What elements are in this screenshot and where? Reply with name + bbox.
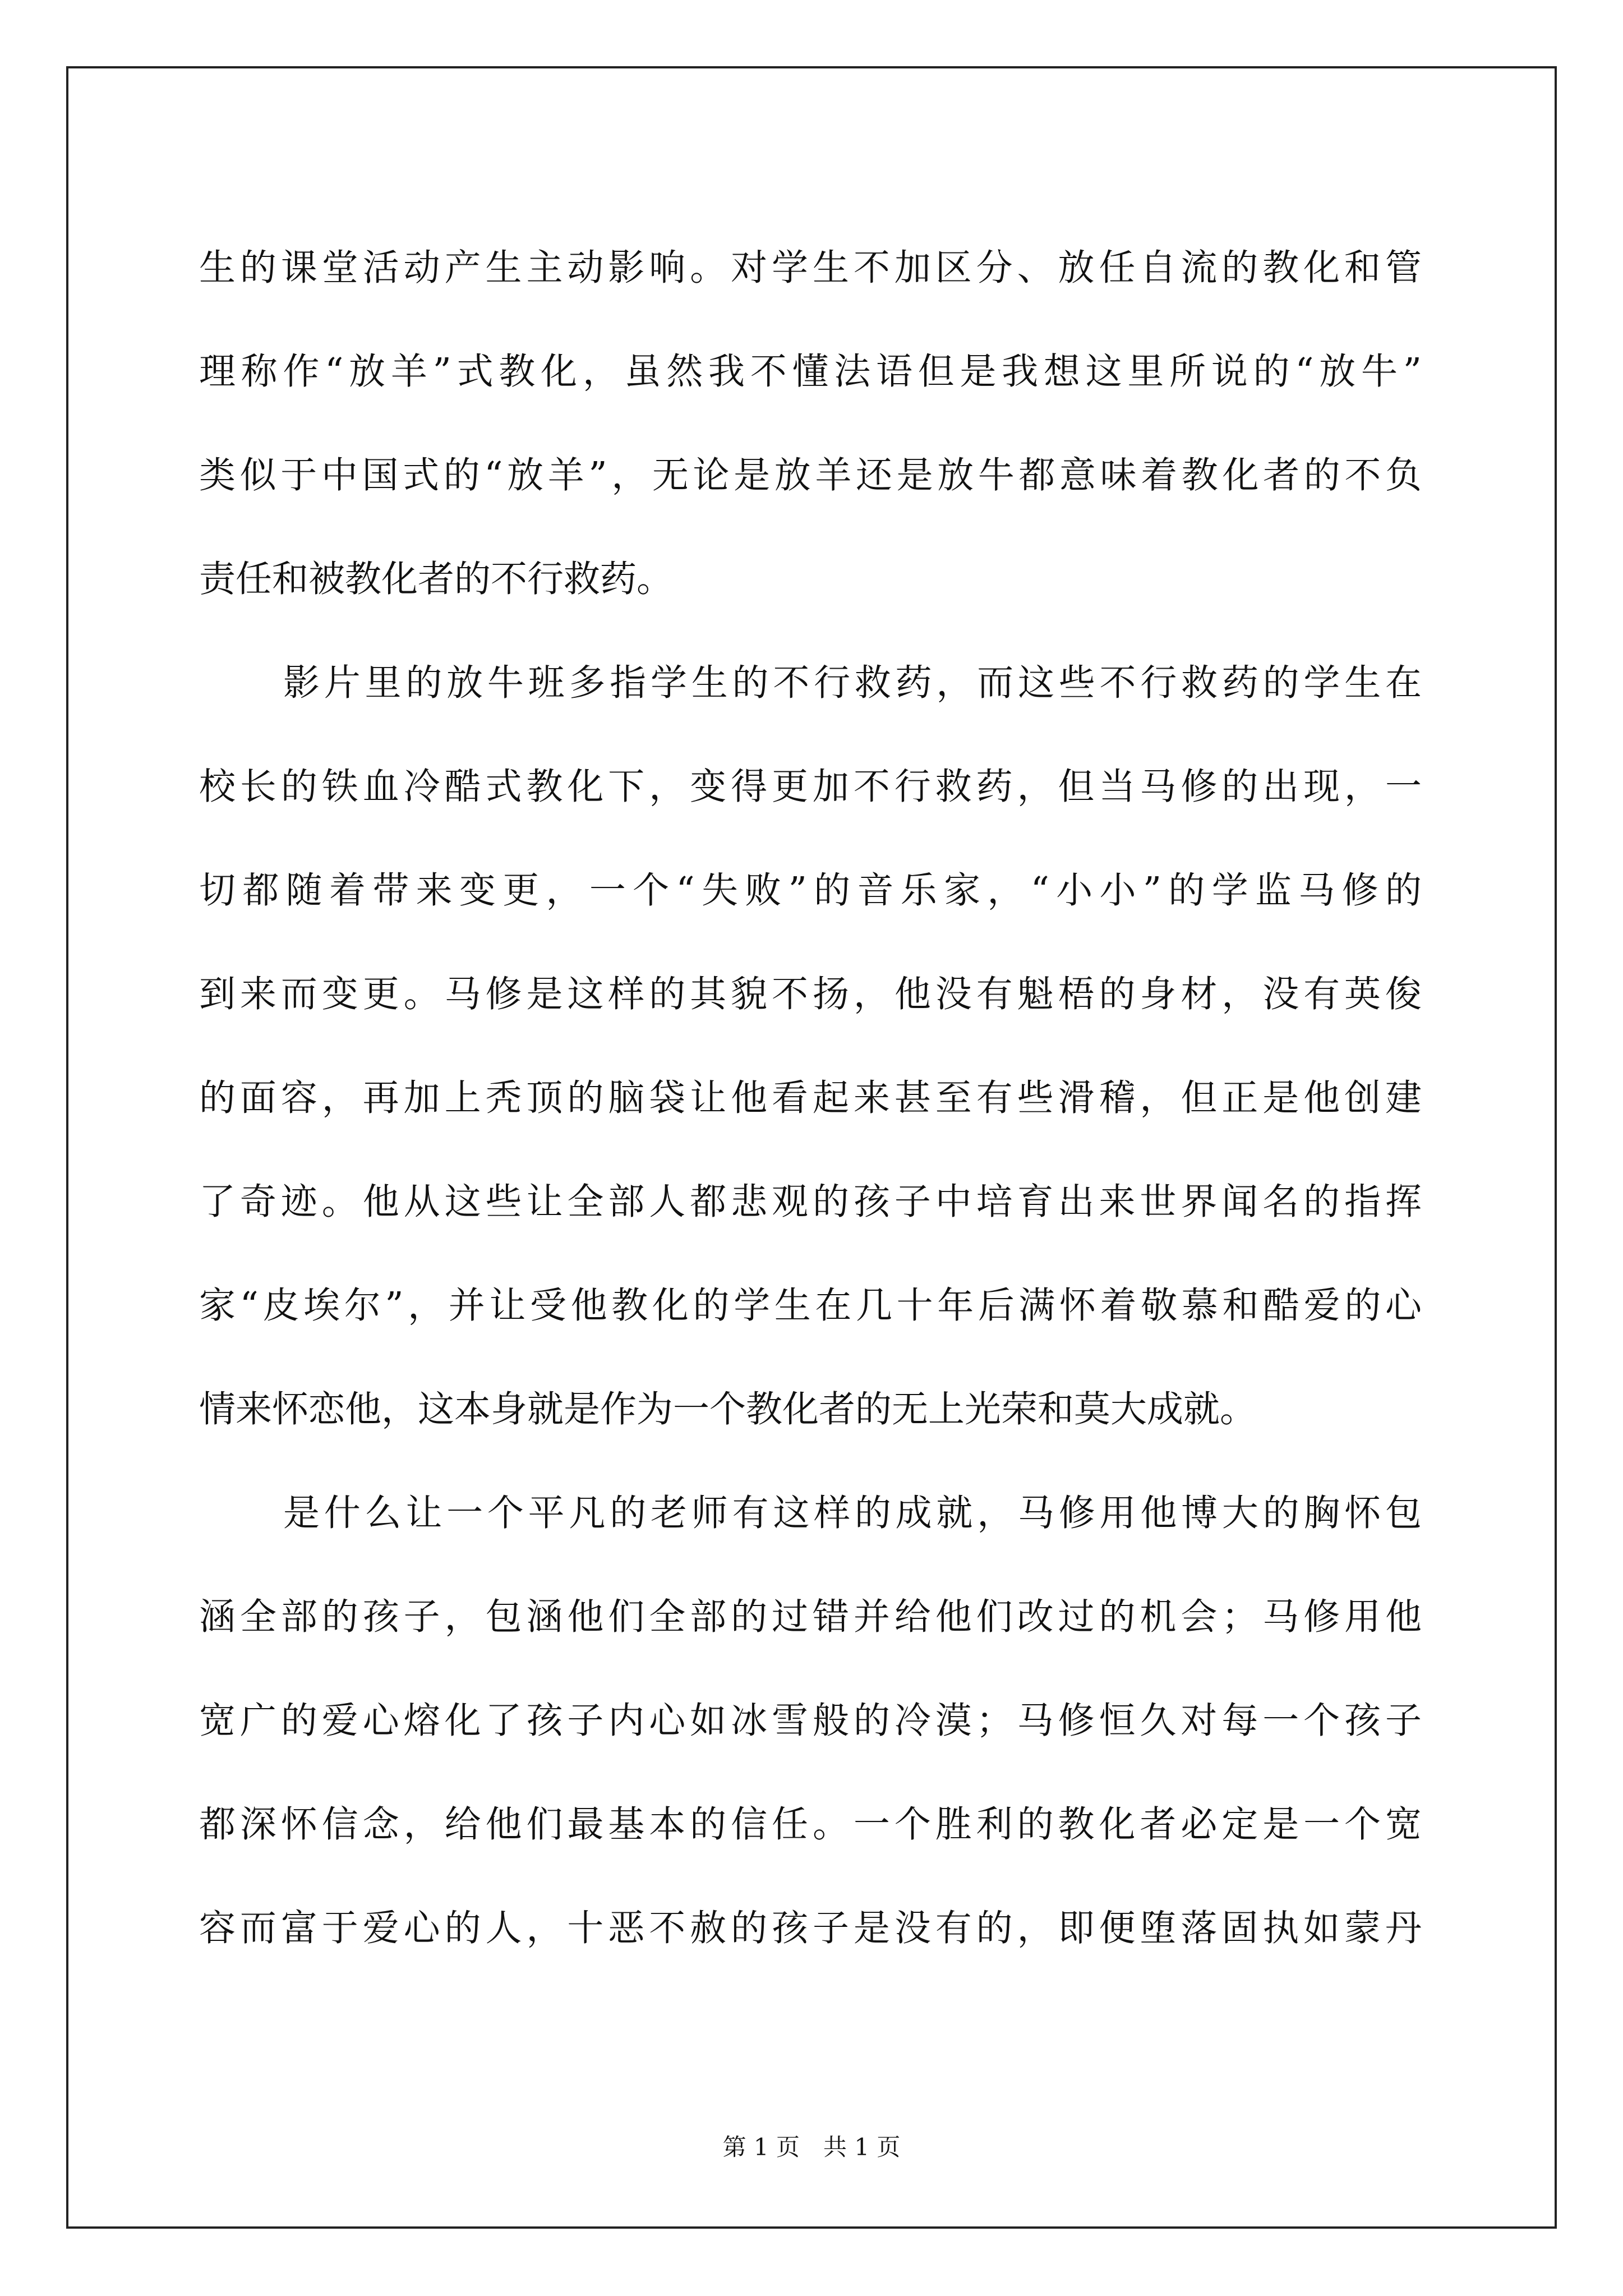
text-line: 到来而变更。马修是这样的其貌不扬，他没有魁梧的身材，没有英俊 bbox=[199, 973, 1422, 1015]
text-line: 的面容，再加上秃顶的脑袋让他看起来甚至有些滑稽，但正是他创建 bbox=[199, 1077, 1422, 1119]
text-line: 影片里的放牛班多指学生的不行救药，而这些不行救药的学生在 bbox=[283, 662, 1422, 704]
text-line: 责任和被教化者的不行救药。 bbox=[199, 558, 674, 600]
paragraph bbox=[199, 631, 1422, 1461]
text-line: 情来怀恋他，这本身就是作为一个教化者的无上光荣和莫大成就。 bbox=[199, 1388, 1257, 1430]
text-line: 都深怀信念，给他们最基本的信任。一个胜利的教化者必定是一个宽 bbox=[199, 1803, 1422, 1846]
text-line: 类似于中国式的“放羊”，无论是放羊还是放牛都意味着教化者的不负 bbox=[199, 454, 1422, 496]
text-line: 校长的铁血冷酷式教化下，变得更加不行救药，但当马修的出现，一 bbox=[199, 766, 1422, 808]
text-line: 宽广的爱心熔化了孩子内心如冰雪般的冷漠；马修恒久对每一个孩子 bbox=[199, 1700, 1422, 1742]
text-line: 了奇迹。他从这些让全部人都悲观的孩子中培育出来世界闻名的指挥 bbox=[199, 1181, 1422, 1223]
text-line: 切都随着带来变更，一个“失败”的音乐家，“小小”的学监马修的 bbox=[199, 869, 1422, 912]
document-body bbox=[199, 216, 1422, 1980]
text-line: 家“皮埃尔”，并让受他教化的学生在几十年后满怀着敬慕和酷爱的心 bbox=[199, 1285, 1422, 1327]
text-line: 容而富于爱心的人，十恶不赦的孩子是没有的，即便堕落固执如蒙丹 bbox=[199, 1907, 1422, 1949]
paragraph bbox=[199, 216, 1422, 631]
text-line: 涵全部的孩子，包涵他们全部的过错并给他们改过的机会；马修用他 bbox=[199, 1596, 1422, 1638]
text-line: 理称作“放羊”式教化，虽然我不懂法语但是我想这里所说的“放牛” bbox=[199, 351, 1422, 393]
paragraph bbox=[199, 1461, 1422, 1980]
page-footer: 第 1 页 共 1 页 bbox=[722, 2133, 901, 2161]
text-line: 是什么让一个平凡的老师有这样的成就，马修用他博大的胸怀包 bbox=[283, 1492, 1422, 1534]
text-line: 生的课堂活动产生主动影响。对学生不加区分、放任自流的教化和管 bbox=[199, 247, 1422, 289]
